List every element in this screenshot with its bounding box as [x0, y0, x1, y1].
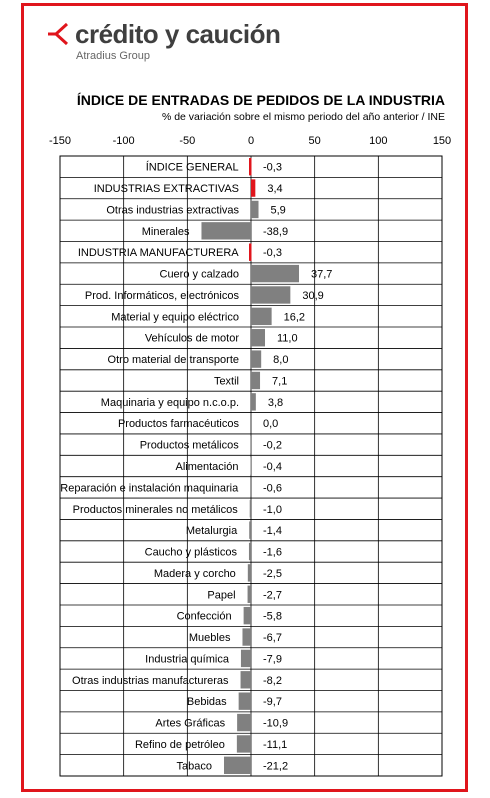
- category-label: Productos metálicos: [139, 439, 239, 452]
- value-label: -11,1: [263, 738, 288, 751]
- x-tick-label: 150: [432, 135, 452, 147]
- bar: [251, 393, 256, 410]
- chart-subtitle: % de variación sobre el mismo periodo del año anterior / INE: [161, 111, 445, 123]
- bar: [248, 564, 251, 581]
- value-label: -0,3: [263, 247, 282, 260]
- category-label: Otras industrias extractivas: [106, 204, 239, 217]
- x-tick-label: 50: [308, 135, 321, 147]
- category-label: Otras industrias manufactureras: [72, 674, 229, 687]
- bar: [251, 201, 259, 218]
- category-label: ÍNDICE GENERAL: [145, 161, 239, 174]
- x-tick-label: -150: [48, 135, 72, 147]
- bar: [251, 372, 260, 389]
- category-label: Metalurgia: [185, 525, 238, 538]
- value-label: 3,8: [267, 396, 284, 409]
- value-label: -7,9: [263, 653, 282, 666]
- bar: [251, 308, 272, 325]
- category-label: INDUSTRIAS EXTRACTIVAS: [93, 183, 239, 196]
- value-label: -38,9: [263, 225, 289, 238]
- bar: [237, 714, 251, 731]
- value-label: -21,2: [263, 760, 289, 773]
- value-label: -2,5: [263, 567, 282, 580]
- value-label: -8,2: [263, 674, 282, 687]
- x-tick-label: -50: [179, 135, 196, 147]
- bar: [251, 265, 299, 282]
- category-label: INDUSTRIA MANUFACTURERA: [77, 247, 239, 260]
- category-label: Bebidas: [186, 696, 227, 709]
- category-label: Artes Gráficas: [155, 717, 226, 730]
- category-label: Reparación e instalación maquinaria: [60, 482, 239, 495]
- value-label: -1,4: [263, 525, 282, 538]
- value-label: -0,2: [263, 439, 282, 452]
- bar: [242, 628, 251, 645]
- brand-name: crédito y caución: [75, 19, 281, 49]
- value-label: -0,6: [263, 482, 282, 495]
- value-label: -1,0: [263, 503, 282, 516]
- category-label: Productos farmacéuticos: [117, 418, 239, 431]
- category-label: Papel: [207, 589, 236, 602]
- value-label: 16,2: [283, 311, 306, 324]
- category-label: Alimentación: [175, 461, 239, 473]
- category-label: Textil: [213, 375, 239, 388]
- value-label: -2,7: [263, 589, 282, 602]
- value-label: -6,7: [263, 632, 282, 645]
- value-label: -9,7: [263, 696, 282, 709]
- x-tick-label: -100: [112, 135, 135, 147]
- bar: [251, 179, 255, 196]
- bar: [249, 543, 251, 560]
- category-label: Minerales: [141, 225, 190, 238]
- category-label: Productos minerales no metálicos: [72, 503, 238, 516]
- value-label: 0,0: [263, 418, 279, 431]
- value-label: 37,7: [311, 268, 333, 281]
- value-label: 7,1: [272, 375, 288, 388]
- category-label: Tabaco: [176, 760, 213, 773]
- category-label: Muebles: [188, 632, 231, 645]
- category-label: Material y equipo eléctrico: [111, 311, 239, 324]
- category-label: Caucho y plásticos: [144, 546, 237, 559]
- value-label: 30,9: [302, 289, 324, 302]
- bar: [244, 607, 251, 624]
- category-label: Otro material de transporte: [107, 354, 239, 367]
- x-tick-label: 100: [369, 135, 388, 147]
- chart-title: ÍNDICE DE ENTRADAS DE PEDIDOS DE LA INDUSTRIA: [76, 92, 445, 108]
- value-label: 3,4: [267, 183, 283, 196]
- bar: [241, 671, 251, 688]
- value-label: 8,0: [273, 354, 289, 367]
- value-label: -10,9: [263, 717, 289, 730]
- value-label: -5,8: [263, 610, 282, 623]
- bar: [249, 158, 252, 175]
- category-label: Maquinaria y equipo n.c.o.p.: [100, 396, 239, 409]
- category-label: Confección: [176, 610, 232, 623]
- bar: [251, 329, 265, 346]
- value-label: -0,4: [263, 461, 282, 473]
- category-label: Vehículos de motor: [144, 332, 239, 345]
- value-label: 5,9: [270, 204, 286, 217]
- bar: [237, 735, 251, 752]
- bar: [250, 457, 251, 474]
- category-label: Industria química: [145, 653, 229, 666]
- category-label: Madera y corcho: [153, 567, 236, 580]
- bar: [249, 244, 252, 261]
- bar: [250, 500, 251, 517]
- bar: [239, 692, 251, 709]
- bar: [248, 586, 251, 603]
- category-label: Prod. Informáticos, electrónicos: [84, 289, 239, 302]
- bar: [251, 286, 290, 303]
- bar: [251, 350, 261, 367]
- bar: [241, 650, 251, 667]
- bar: [224, 757, 251, 774]
- category-label: Cuero y calzado: [159, 268, 239, 281]
- bar: [201, 222, 251, 239]
- x-tick-label: 0: [247, 135, 255, 147]
- bar: [249, 521, 251, 538]
- category-label: Refino de petróleo: [134, 738, 225, 751]
- brand-tagline: Atradius Group: [76, 50, 150, 62]
- value-label: 11,0: [277, 332, 298, 345]
- bar: [250, 479, 251, 496]
- value-label: -0,3: [263, 161, 282, 174]
- value-label: -1,6: [263, 546, 282, 559]
